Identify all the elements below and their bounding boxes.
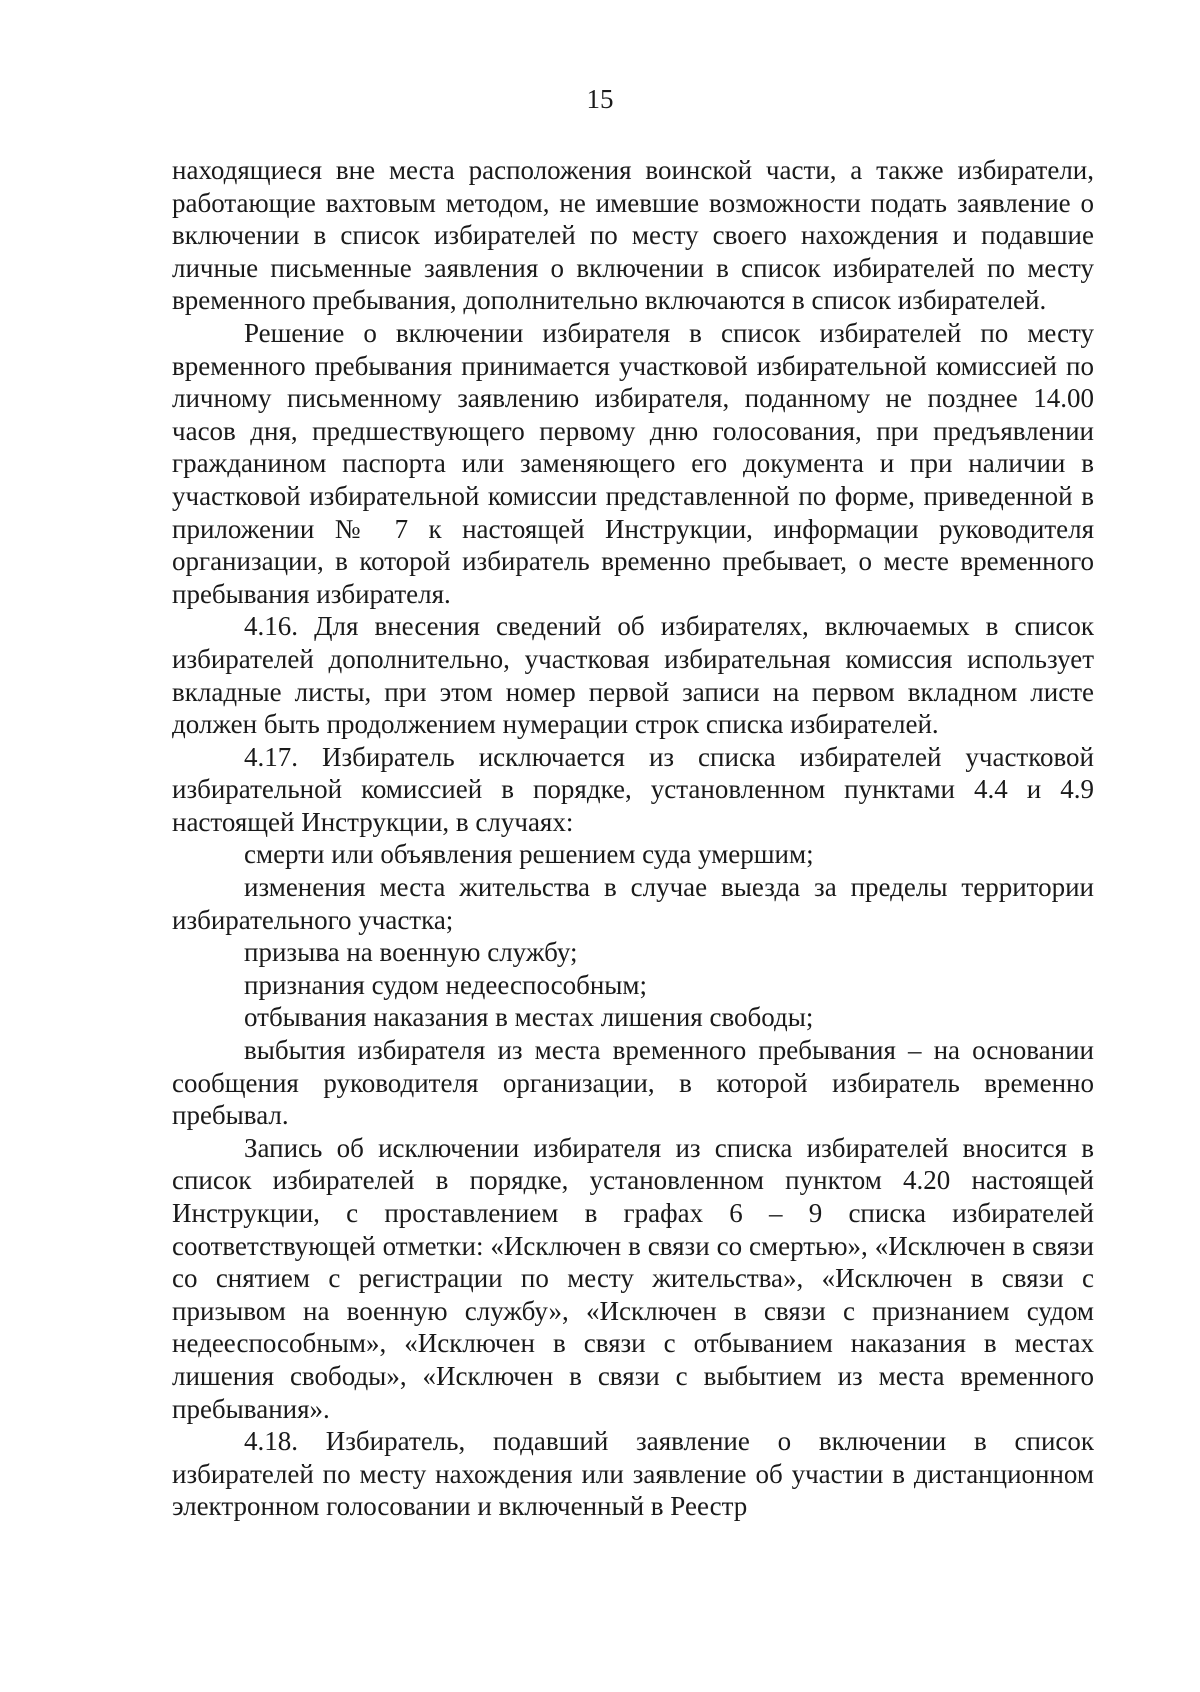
list-item-incapacity: признания судом недееспособным; [244, 969, 648, 1000]
paragraph-decision: Решение о включении избирателя в список избирателей по месту временного пребывания принимается участковой избирательной комиссией по личному письменному заявлению избирателя, поданному не позднее 14.00 часов дня, предшествующего первому дню голосования, при предъявлении гражданином паспорта или заменяющего его документа и при наличии в участковой избирательной комиссии представленной по форме, приведенной в приложении № 7 к настоящей Инструкции, информации руководителя организации, в которой избиратель временно пребывает, о месте временного пребывания избирателя. [172, 317, 1094, 609]
paragraph-exclusion-record: Запись об исключении избирателя из списка избирателей вносится в список избирателей в порядке, установленном пунктом 4.20 настоящей Инструкции, с проставлением в графах 6 – 9 списка избирателей соответствующей отметки: «Исключен в связи со смертью», «Исключен в связи со снятием с регистрации по месту жительства», «Исключен в связи с призывом на военную службу», «Исключен в связи с признанием судом недееспособным», «Исключен в связи с отбыванием наказания в местах лишения свободы», «Исключен в связи с выбытием из места временного пребывания». [172, 1132, 1094, 1424]
list-item-imprisonment: отбывания наказания в местах лишения свободы; [244, 1002, 814, 1033]
paragraph-4-16: 4.16. Для внесения сведений об избирателях, включаемых в список избирателей дополнительно, участковая избирательная комиссия использует вкладные листы, при этом номер первой записи на первом вкладном листе должен быть продолжением нумерации строк списка избирателей. [172, 611, 1094, 740]
list-item-departure: выбытия избирателя из места временного пребывания – на основании сообщения руководителя организации, в которой избиратель временно пребывал. [172, 1035, 1094, 1131]
list-item-death: смерти или объявления решением суда умершим; [244, 839, 814, 870]
paragraph-continuation: находящиеся вне места расположения воинской части, а также избиратели, работающие вахтовым методом, не имевшие возможности подать заявление о включении в список избирателей по месту своего нахождения и подавшие личные письменные заявления о включении в список избирателей по месту временного пребывания, дополнительно включаются в список избирателей. [172, 155, 1094, 316]
list-item-residence-change: изменения места жительства в случае выезда за пределы территории избирательного участка; [172, 872, 1094, 935]
paragraph-4-17: 4.17. Избиратель исключается из списка избирателей участковой избирательной комиссией в порядке, установленном пунктами 4.4 и 4.9 настоящей Инструкции, в случаях: [172, 741, 1094, 837]
page-number: 15 [586, 84, 614, 114]
document-body [172, 154, 1094, 1523]
paragraph-4-18: 4.18. Избиратель, подавший заявление о включении в список избирателей по месту нахождения или заявление об участии в дистанционном электронном голосовании и включенный в Реестр [172, 1426, 1094, 1522]
list-item-military-draft: призыва на военную службу; [244, 937, 578, 968]
